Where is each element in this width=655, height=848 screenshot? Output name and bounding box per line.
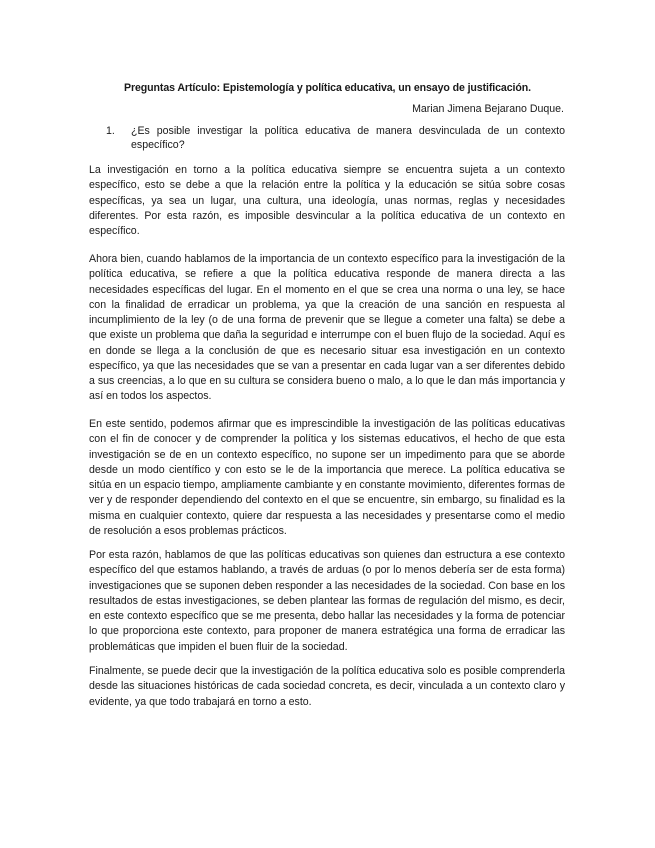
paragraph-5: Finalmente, se puede decir que la investigación de la política educativa solo es posible comprenderla desde las situaciones históricas de cada sociedad concreta, es decir, vinculada a un contexto claro y evidente, ya que todo trabajará en torno a esto. xyxy=(89,665,565,708)
paragraph-2: Ahora bien, cuando hablamos de la importancia de un contexto específico para la investigación de la política educativa, se refiere a que la política educativa responde de manera directa a las necesidades específicas del lugar. En el momento en el que se crea una norma o una ley, se hace con la finalidad de erradicar un problema, ya que la creación de una sanción en respuesta al incumplimiento de la ley (o de una forma de prevenir que se llegue a cometer una falta) se debe a que existe un problema que daña la seguridad e interrumpe con el buen flujo de la sociedad. Aquí es en donde se llega a la conclusión de que es necesario situar esa investigación en un contexto específico, ya que las necesidades que se van a presentar en cada lugar van a ser diferentes debido a sus creencias, a lo que en su cultura se considera bueno o malo, a lo que le dan más importancia y así en todos los aspectos. xyxy=(89,253,565,403)
question-text: ¿Es posible investigar la política educativa de manera desvinculada de un contexto específico? xyxy=(131,125,565,151)
paragraph-4: Por esta razón, hablamos de que las políticas educativas son quienes dan estructura a ese contexto específico del que estamos hablando, a través de arduas (o por lo menos debería ser de esta forma) investigaciones que se suponen deben responder a las necesidades de la sociedad. Con base en los resultados de estas investigaciones, se deben plantear las formas de regulación del mismo, es decir, en este contexto específico que se me presenta, debo hallar las necesidades y la forma de potenciar lo que proporciona este contexto, para proponer de manera estratégica una forma de erradicar las problemáticas que impiden el buen fluir de la sociedad. xyxy=(89,549,565,653)
paragraph-1: La investigación en torno a la política educativa siempre se encuentra sujeta a un contexto específico, esto se debe a que la relación entre la política y la educación se sitúa sobre cosas específicas, ya sea un lugar, una cultura, una ideología, unas normas, reglas y necesidades diferentes. Por esta razón, es imposible desvincular a la política educativa de un contexto en específico. xyxy=(89,164,565,237)
question-item xyxy=(106,125,565,152)
author-name: Marian Jimena Bejarano Duque. xyxy=(412,103,564,115)
document-title: Preguntas Artículo: Epistemología y política educativa, un ensayo de justificación. xyxy=(124,82,531,94)
paragraph-3: En este sentido, podemos afirmar que es imprescindible la investigación de las políticas educativas con el fin de conocer y de comprender la política y los sistemas educativos, el hecho de que esta investigación se de en un contexto específico, no supone ser un impedimento para que se aborde desde un modo científico y con esto se le de la importancia que merece. La política educativa se sitúa en un espacio tiempo, ampliamente cambiante y en constante movimiento, diferentes formas de ver y de responder dependiendo del contexto en el que se encuentre, sin embargo, su finalidad es la misma en cualquier contexto, quiere dar respuesta a las necesidades y presentarse como el medio de resolución a esos problemas prácticos. xyxy=(89,418,565,537)
question-number: 1. xyxy=(106,125,115,137)
